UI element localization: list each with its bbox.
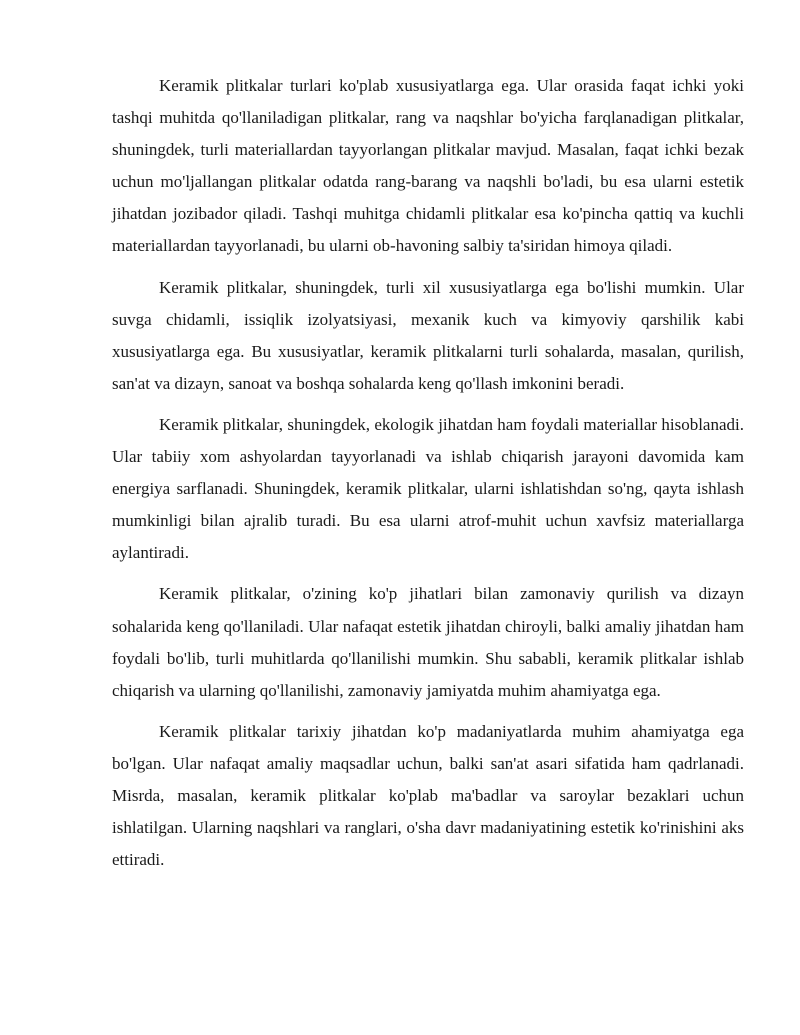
paragraph-1: Keramik plitkalar turlari ko'plab xususiyatlarga ega. Ular orasida faqat ichki yoki tashqi muhitda qo'llaniladigan plitkalar, rang va naqshlar bo'yicha farqlanadigan plitkalar, shuningdek, turli materiallardan tayyorlangan plitkalar mavjud. Masalan, faqat ichki bezak uchun mo'ljallangan plitkalar odatda rang-barang va naqshli bo'ladi, bu esa ularni estetik jihatdan jozibador qiladi. Tashqi muhitga chidamli plitkalar esa ko'pincha qattiq va kuchli materiallardan tayyorlanadi, bu ularni ob-havoning salbiy ta'siridan himoya qiladi. xyxy=(112,76,744,256)
paragraph-5: Keramik plitkalar tarixiy jihatdan ko'p madaniyatlarda muhim ahamiyatga ega bo'lgan. Ular nafaqat amaliy maqsadlar uchun, balki san'at asari sifatida ham qadrlanadi. Misrda, masalan, keramik plitkalar ko'plab ma'badlar va saroylar bezaklari uchun ishlatilgan. Ularning naqshlari va ranglari, o'sha davr madaniyatining estetik ko'rinishini aks ettiradi. xyxy=(112,721,744,870)
paragraph-4: Keramik plitkalar, o'zining ko'p jihatlari bilan zamonaviy qurilish va dizayn sohalarida keng qo'llaniladi. Ular nafaqat estetik jihatdan chiroyli, balki amaliy jihatdan ham foydali bo'lib, turli muhitlarda qo'llanilishi mumkin. Shu sababli, keramik plitkalar ishlab chiqarish va ularning qo'llanilishi, zamonaviy jamiyatda muhim ahamiyatga ega. xyxy=(112,584,744,700)
paragraph-3: Keramik plitkalar, shuningdek, ekologik jihatdan ham foydali materiallar hisoblanadi. Ular tabiiy xom ashyolardan tayyorlanadi va ishlab chiqarish jarayoni davomida kam energiya sarflanadi. Shuningdek, keramik plitkalar, ularni ishlatishdan so'ng, qayta ishlash mumkinligi bilan ajralib turadi. Bu esa ularni atrof-muhit uchun xavfsiz materiallarga aylantiradi. xyxy=(112,414,744,563)
paragraph-2: Keramik plitkalar, shuningdek, turli xil xususiyatlarga ega bo'lishi mumkin. Ular suvga chidamli, issiqlik izolyatsiyasi, mexanik kuch va kimyoviy qarshilik kabi xususiyatlarga ega. Bu xususiyatlar, keramik plitkalarni turli sohalarda, masalan, qurilish, san'at va dizayn, sanoat va boshqa sohalarda keng qo'llash imkonini beradi. xyxy=(112,277,744,393)
document-page xyxy=(112,70,744,885)
